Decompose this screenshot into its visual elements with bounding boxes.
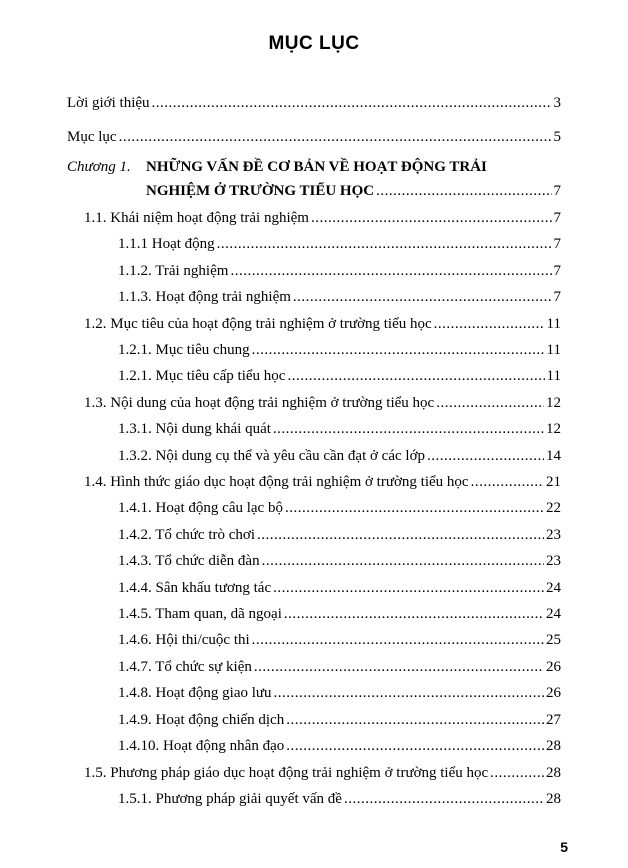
leader-dots <box>286 737 544 755</box>
toc-entry-label: 1.4.5. Tham quan, dã ngoại <box>118 606 282 622</box>
toc-entry-label: Lời giới thiệu <box>67 95 150 111</box>
leader-dots <box>427 447 544 465</box>
toc-entry-page: 11 <box>546 342 561 358</box>
toc-entry[interactable] <box>118 603 561 623</box>
toc-entry-label: 1.1.3. Hoạt động trải nghiệm <box>118 289 291 305</box>
leader-dots <box>287 367 544 385</box>
page-number: 5 <box>560 839 568 855</box>
toc-entry-label: 1.4.1. Hoạt động câu lạc bộ <box>118 500 283 516</box>
toc-entry[interactable] <box>118 260 561 280</box>
toc-entry-page: 23 <box>546 553 561 569</box>
toc-entry-label: 1.4.10. Hoạt động nhân đạo <box>118 738 285 754</box>
leader-dots <box>285 499 544 517</box>
toc-entry-label: 1.4. Hình thức giáo dục hoạt động trải nghiệm ở trường tiểu học <box>84 474 469 490</box>
toc-entry-page: 26 <box>546 659 561 675</box>
toc-entry[interactable] <box>118 233 561 253</box>
toc-entry[interactable] <box>84 207 561 227</box>
toc-entry-page: 21 <box>546 474 561 490</box>
toc-entry-chapter[interactable] <box>146 180 561 200</box>
page-title: MỤC LỤC <box>268 33 360 54</box>
toc-entry-label: 1.4.6. Hội thi/cuộc thi <box>118 632 250 648</box>
toc-entry[interactable] <box>118 286 561 306</box>
toc-entry[interactable] <box>118 788 561 808</box>
chapter-title-line1[interactable]: NHỮNG VẤN ĐỀ CƠ BẢN VỀ HOẠT ĐỘNG TRẢI <box>146 159 487 175</box>
leader-dots <box>119 128 552 146</box>
leader-dots <box>274 684 544 702</box>
toc-entry-page: 7 <box>553 210 561 226</box>
toc-entry[interactable] <box>118 709 561 729</box>
leader-dots <box>286 711 544 729</box>
toc-entry-label: 1.4.3. Tổ chức diễn đàn <box>118 553 260 569</box>
toc-entry-page: 7 <box>553 263 561 279</box>
toc-entry[interactable] <box>84 313 561 333</box>
toc-entry-page: 3 <box>553 95 561 111</box>
toc-entry-label: 1.4.9. Hoạt động chiến dịch <box>118 712 285 728</box>
toc-entry-label: 1.4.8. Hoạt động giao lưu <box>118 685 272 701</box>
toc-entry[interactable] <box>67 92 561 112</box>
toc-entry[interactable] <box>118 339 561 359</box>
toc-entry-page: 22 <box>546 500 561 516</box>
leader-dots <box>252 341 545 359</box>
leader-dots <box>273 579 544 597</box>
leader-dots <box>254 658 544 676</box>
leader-dots <box>273 420 544 438</box>
toc-entry-label: 1.4.4. Sân khấu tương tác <box>118 580 272 596</box>
toc-entry-page: 11 <box>546 368 561 384</box>
leader-dots <box>152 94 552 112</box>
leader-dots <box>257 526 544 544</box>
toc-entry-page: 23 <box>546 527 561 543</box>
chapter-title-line2: NGHIỆM Ở TRƯỜNG TIỂU HỌC <box>146 183 375 199</box>
leader-dots <box>217 235 552 253</box>
toc-entry-label: 1.2.1. Mục tiêu chung <box>118 342 250 358</box>
toc-entry-page: 12 <box>546 395 561 411</box>
leader-dots <box>434 315 545 333</box>
toc-entry-page: 27 <box>546 712 561 728</box>
toc-entry-page: 11 <box>546 316 561 332</box>
leader-dots <box>230 262 551 280</box>
toc-entry[interactable] <box>118 629 561 649</box>
toc-entry-page: 24 <box>546 606 561 622</box>
chapter-number: Chương 1. <box>67 159 131 175</box>
toc-entry-label: 1.1.1 Hoạt động <box>118 236 215 252</box>
toc-entry-label: Mục lục <box>67 129 117 145</box>
toc-entry-label: 1.5.1. Phương pháp giải quyết vấn đề <box>118 791 342 807</box>
leader-dots <box>376 182 551 200</box>
toc-entry-label: 1.1.2. Trải nghiệm <box>118 263 229 279</box>
toc-entry[interactable] <box>118 418 561 438</box>
toc-entry[interactable] <box>118 365 561 385</box>
toc-entry-page: 24 <box>546 580 561 596</box>
leader-dots <box>436 394 544 412</box>
toc-entry-page: 28 <box>546 791 561 807</box>
leader-dots <box>262 552 544 570</box>
toc-entry-label: 1.5. Phương pháp giáo dục hoạt động trải nghiệm ở trường tiểu học <box>84 765 489 781</box>
toc-entry[interactable] <box>118 682 561 702</box>
toc-entry-page: 7 <box>553 183 561 199</box>
toc-entry-label: 1.4.2. Tổ chức trò chơi <box>118 527 256 543</box>
toc-entry-page: 26 <box>546 685 561 701</box>
toc-entry-page: 28 <box>546 738 561 754</box>
leader-dots <box>252 631 544 649</box>
leader-dots <box>284 605 544 623</box>
toc-entry-page: 7 <box>553 289 561 305</box>
toc-entry[interactable] <box>84 392 561 412</box>
toc-entry-page: 25 <box>546 632 561 648</box>
toc-entry-page: 28 <box>546 765 561 781</box>
toc-entry-label: 1.2.1. Mục tiêu cấp tiểu học <box>118 368 286 384</box>
toc-entry-label: 1.3.2. Nội dung cụ thể và yêu cầu cần đạt ở các lớp <box>118 448 426 464</box>
toc-entry-page: 12 <box>546 421 561 437</box>
toc-entry[interactable] <box>118 497 561 517</box>
leader-dots <box>344 790 544 808</box>
leader-dots <box>293 288 552 306</box>
toc-entry-label: 1.1. Khái niệm hoạt động trải nghiệm <box>84 210 309 226</box>
toc-entry-page: 5 <box>553 129 561 145</box>
toc-entry[interactable] <box>118 656 561 676</box>
leader-dots <box>471 473 544 491</box>
toc-entry[interactable] <box>118 735 561 755</box>
toc-entry-label: 1.4.7. Tổ chức sự kiện <box>118 659 252 675</box>
toc-entry-label: 1.2. Mục tiêu của hoạt động trải nghiệm ở trường tiểu học <box>84 316 432 332</box>
toc-entry-page: 14 <box>546 448 561 464</box>
toc-entry[interactable] <box>118 550 561 570</box>
leader-dots <box>311 209 552 227</box>
toc-entry[interactable] <box>84 762 561 782</box>
toc-entry[interactable] <box>67 126 561 146</box>
toc-entry[interactable] <box>118 524 561 544</box>
toc-entry-label: 1.3.1. Nội dung khái quát <box>118 421 271 437</box>
leader-dots <box>490 764 544 782</box>
toc-entry[interactable] <box>118 445 561 465</box>
toc-entry-label: 1.3. Nội dung của hoạt động trải nghiệm ở trường tiểu học <box>84 395 435 411</box>
toc-entry-page: 7 <box>553 236 561 252</box>
toc-entry[interactable] <box>84 471 561 491</box>
toc-entry[interactable] <box>118 577 561 597</box>
